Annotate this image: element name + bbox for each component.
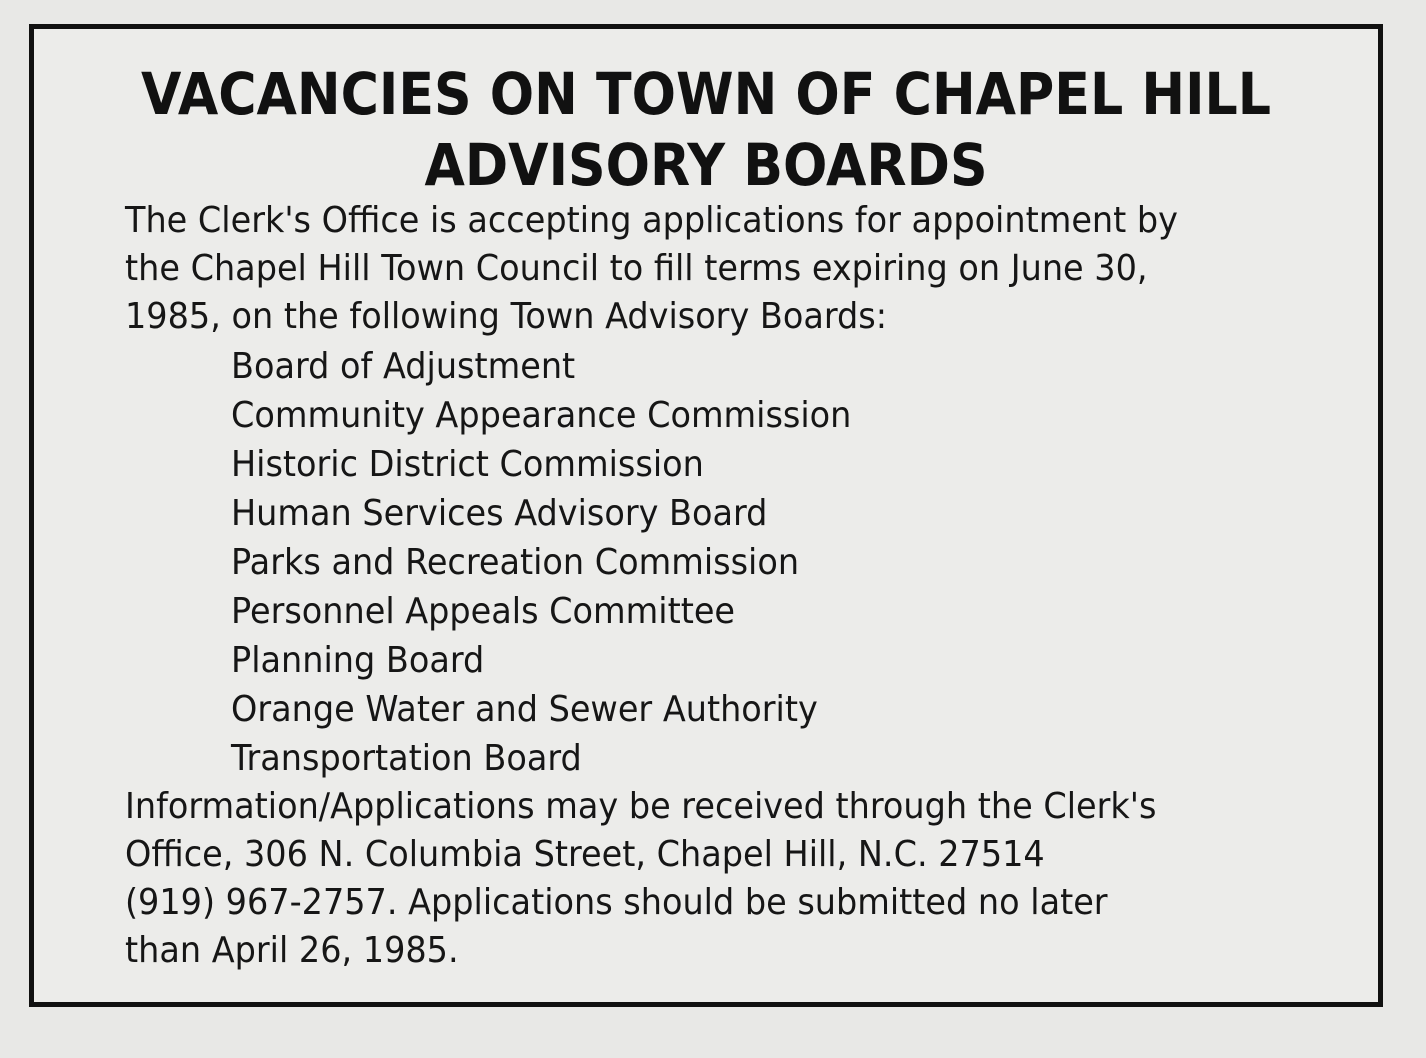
board-item: Human Services Advisory Board: [231, 493, 768, 534]
intro-paragraph: [125, 197, 1178, 341]
advertisement-box: [29, 24, 1383, 1007]
board-item: Planning Board: [231, 640, 485, 681]
board-item: Historic District Commission: [231, 444, 704, 485]
headline-line-1: VACANCIES ON TOWN OF CHAPEL HILL: [140, 60, 1272, 128]
contact-line: (919) 967-2757. Applications should be submitted no later: [125, 882, 1108, 923]
headline-line-2: ADVISORY BOARDS: [424, 131, 988, 199]
contact-line: than April 26, 1985.: [125, 930, 459, 971]
contact-line: Office, 306 N. Columbia Street, Chapel Hill, N.C. 27514: [125, 834, 1045, 875]
contact-paragraph: [125, 783, 1156, 975]
contact-line: Information/Applications may be received through the Clerk's: [125, 786, 1157, 827]
board-item: Orange Water and Sewer Authority: [231, 689, 818, 730]
intro-line: The Clerk's Office is accepting applications for appointment by: [125, 200, 1178, 241]
board-item: Board of Adjustment: [231, 346, 576, 387]
intro-line: the Chapel Hill Town Council to fill terms expiring on June 30,: [125, 248, 1148, 289]
board-item: Transportation Board: [231, 738, 582, 779]
board-item: Community Appearance Commission: [231, 395, 852, 436]
board-list: [231, 342, 851, 783]
board-item: Parks and Recreation Commission: [231, 542, 800, 583]
board-item: Personnel Appeals Committee: [231, 591, 736, 632]
intro-line: 1985, on the following Town Advisory Boards:: [125, 296, 888, 337]
